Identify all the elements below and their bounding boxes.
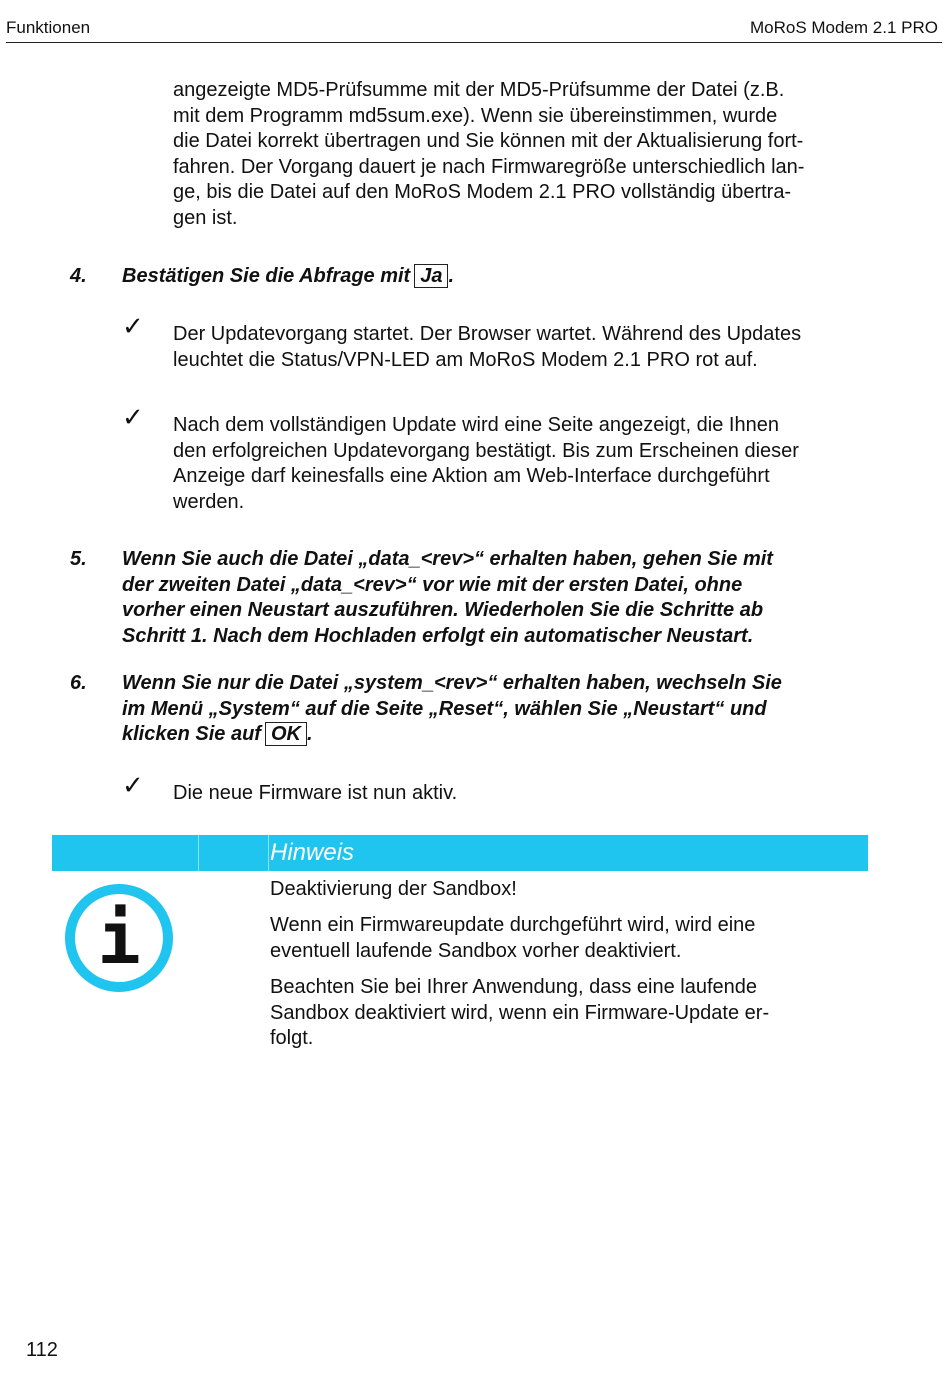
text-line: Wenn Sie auch die Datei „data_<rev>“ erhalten haben, gehen Sie mit [122,548,773,570]
intro-paragraph [173,78,878,231]
text-line: gen ist. [173,206,238,229]
text-line: fahren. Der Vorgang dauert je nach Firmwaregröße unterschiedlich lan- [173,155,805,178]
text-line: die Datei korrekt übertragen und Sie können mit der Aktualisierung fort- [173,130,804,152]
step-number: 5. [70,548,87,570]
step-number: 6. [70,672,87,694]
text-line: der zweiten Datei „data_<rev>“ vor wie mit der ersten Datei, ohne [122,573,743,596]
text-line: vorher einen Neustart auszuführen. Wiederholen Sie die Schritte ab [122,599,764,621]
step-number: 4. [70,265,87,287]
text-line: eventuell laufende Sandbox vorher deaktiviert. [270,939,682,962]
text-line: Nach dem vollständigen Update wird eine Seite angezeigt, die Ihnen [173,414,779,436]
checkmark-icon: ✓ [122,403,144,433]
text-line: ge, bis die Datei auf den MoRoS Modem 2.1 PRO vollständig übertra- [173,181,792,203]
step-end-punct: . [448,265,455,287]
text-line: werden. [173,490,245,513]
ja-key-label: Ja [414,264,448,288]
result-paragraph-3 [173,781,878,807]
hint-title-bar [52,835,868,871]
result-paragraph-2 [173,413,878,515]
text-line: mit dem Programm md5sum.exe). Wenn sie übereinstimmen, wurde [173,104,778,127]
text-line: angezeigte MD5-Prüfsumme mit der MD5-Prüfsumme der Datei (z.B. [173,79,785,101]
text-line: folgt. [270,1027,314,1049]
result-paragraph-1 [173,322,878,373]
hint-emphasis [270,913,850,964]
text-line: Sandbox deaktiviert wird, wenn ein Firmware-Update er- [270,1001,770,1024]
bar-divider [198,835,199,871]
hint-heading: Deaktivierung der Sandbox! [270,878,517,900]
info-icon [64,883,174,993]
text-line [122,722,872,748]
page-number: 112 [26,1339,58,1361]
text-line: im Menü „System“ auf die Seite „Reset“, wählen Sie „Neustart“ und [122,697,767,720]
ok-key-label: OK [265,722,307,746]
step-text [122,671,872,748]
text-line: Die neue Firmware ist nun aktiv. [173,782,458,804]
text-line: den erfolgreichen Updatevorgang bestätigt. Bis zum Erscheinen dieser [173,439,799,462]
hint-title: Hinweis [270,839,355,866]
step-instruction: klicken Sie auf [122,723,261,745]
checkmark-icon: ✓ [122,771,144,801]
checkmark-icon: ✓ [122,312,144,342]
text-line: Beachten Sie bei Ihrer Anwendung, dass eine laufende [270,976,758,998]
hint-body [270,975,850,1052]
header-section-title: Funktionen [6,18,91,37]
text-line: Schritt 1. Nach dem Hochladen erfolgt ein automatischer Neustart. [122,624,754,647]
step-instruction: Bestätigen Sie die Abfrage mit [122,265,411,287]
text-line: Anzeige darf keinesfalls eine Aktion am Web-Interface durchgeführt [173,465,770,487]
svg-text:i: i [97,896,141,980]
step-text [122,264,872,290]
text-line: Wenn Sie nur die Datei „system_<rev>“ erhalten haben, wechseln Sie [122,672,782,694]
header-product-name: MoRoS Modem 2.1 PRO [749,18,938,37]
page-header [6,14,942,43]
text-line: Wenn ein Firmwareupdate durchgeführt wird, wird eine [270,914,756,936]
bar-divider [268,835,269,871]
text-line: leuchtet die Status/VPN-LED am MoRoS Modem 2.1 PRO rot auf. [173,348,758,371]
step-end-punct: . [306,723,313,745]
step-text [122,547,872,649]
text-line: Der Updatevorgang startet. Der Browser wartet. Während des Updates [173,323,802,345]
